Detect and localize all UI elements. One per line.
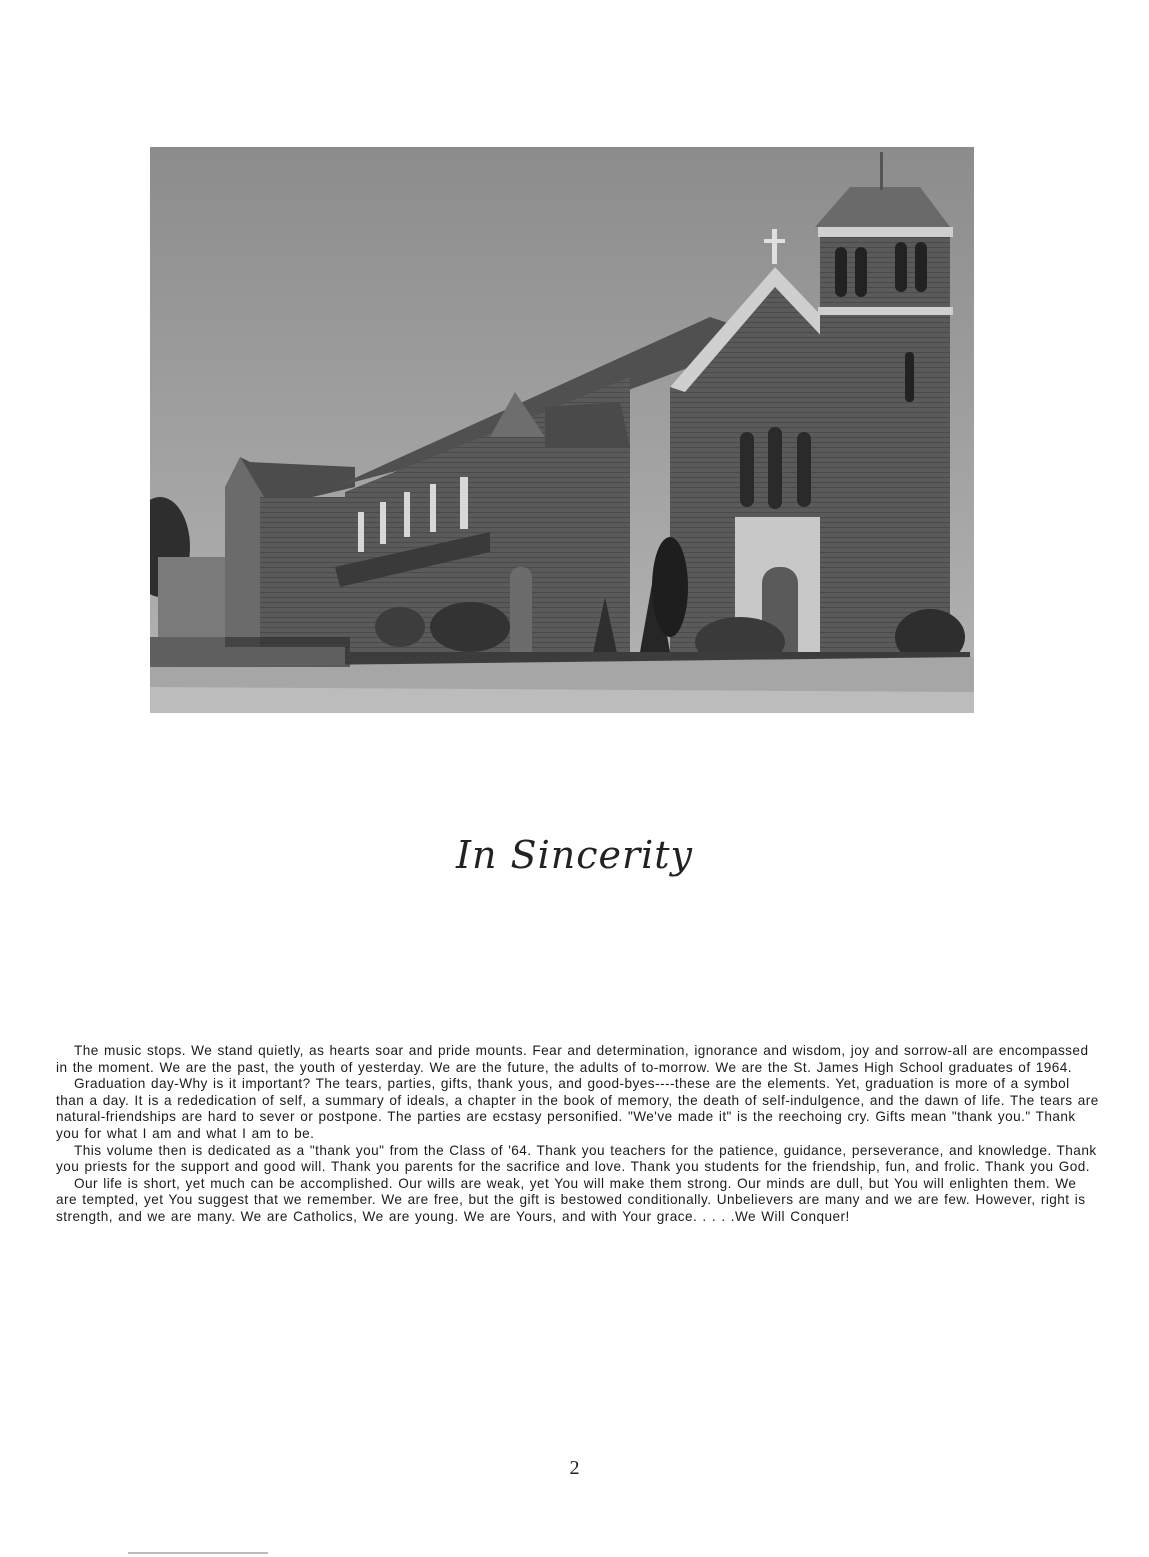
bottom-rule: [128, 1552, 268, 1554]
dedication-text: [56, 1043, 1102, 1226]
page-number: 2: [569, 1457, 580, 1479]
church-illustration: [150, 147, 974, 713]
dedication-paragraph: Graduation day-Why is it important? The tears, parties, gifts, thank yous, and good-byes----these are the elements. Yet, graduation is more of a symbol than a day. It is a rededication of self, a summary of ideals, a chapter in the book of memory, the death of self-indulgence, and the dawn of life. The tears are natural-friendships are hard to sever or postpone. The parties are ecstasy personified. "We've made it" is the reechoing cry. Gifts mean "thank you." Thank you for what I am and what I am to be.: [56, 1076, 1099, 1141]
dedication-paragraph: Our life is short, yet much can be accomplished. Our wills are weak, yet You will make them strong. Our minds are dull, but You will enlighten them. We are tempted, yet You suggest that we remember. We are free, but the gift is bestowed conditionally. Unbelievers are many and we are few. However, right is strength, and we are many. We are Catholics, We are young. We are Yours, and with Your grace. . . . .We Will Conquer!: [56, 1175, 1086, 1224]
dedication-paragraph: The music stops. We stand quietly, as hearts soar and pride mounts. Fear and determination, ignorance and wisdom, joy and sorrow-all are encompassed in the moment. We are the past, the youth of yesterday. We are the future, the adults of to-morrow. We are the St. James High School graduates of 1964.: [56, 1043, 1089, 1075]
dedication-paragraph: This volume then is dedicated as a "thank you" from the Class of '64. Thank you teachers for the patience, guidance, perseverance, and knowledge. Thank you priests for the support and good will. Thank you parents for the sacrifice and love. Thank you students for the friendship, fun, and frolic. Thank you God.: [56, 1142, 1097, 1175]
church-photo: [150, 147, 974, 713]
page-title: In Sincerity: [455, 833, 694, 877]
